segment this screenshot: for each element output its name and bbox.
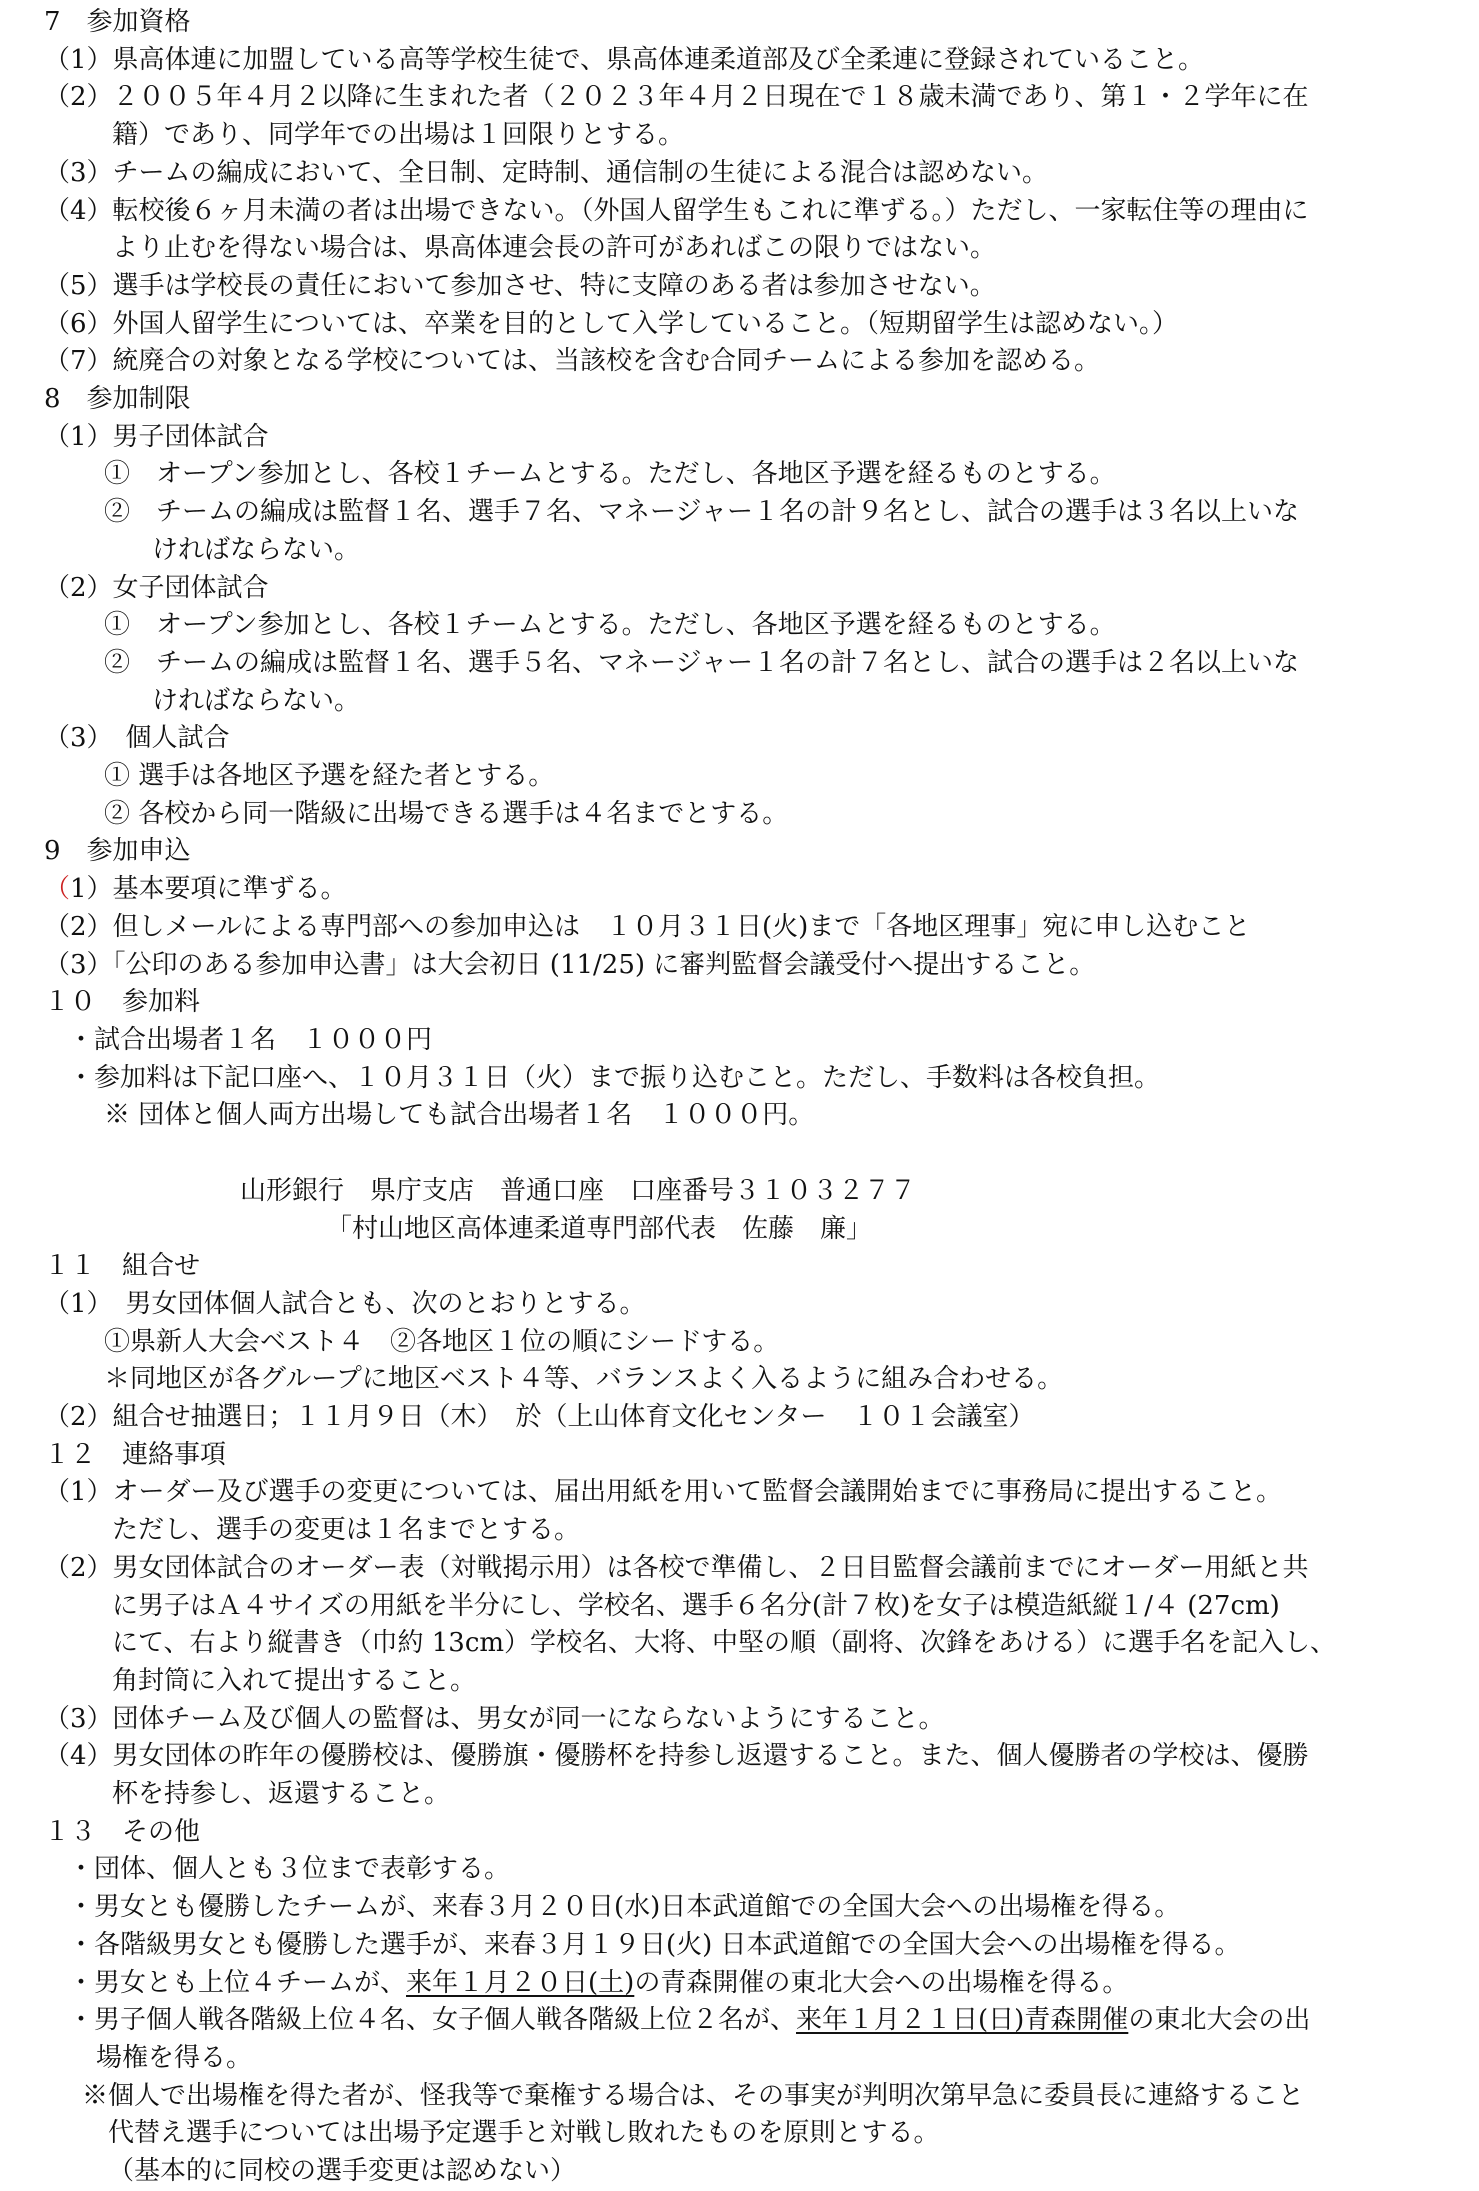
section-7-heading: 7 参加資格 <box>44 7 191 37</box>
s11-draw-date: （2）組合せ抽選日；１１月９日（木） 於（上山体育文化センター １０１会議室） <box>44 1402 1035 1433</box>
section-11-heading: １１ 組合せ <box>44 1251 201 1282</box>
s11-seed-rule: ①県新人大会ベスト４ ②各地区１位の順にシードする。 <box>104 1326 780 1357</box>
s13-team-tohoku-post: の青森開催の東北大会への出場権を得る。 <box>634 1967 1129 1998</box>
s12-item-2: （2）男女団体試合のオーダー表（対戦掲示用）は各校で準備し、２日目監督会議前までにオーダー用紙と共 <box>44 1552 1309 1583</box>
section-10-heading: １０ 参加料 <box>44 987 201 1018</box>
section-12-heading: １２ 連絡事項 <box>44 1439 227 1470</box>
s8-men-rule-1: ① オープン参加とし、各校１チームとする。ただし、各地区予選を経るものとする。 <box>104 459 1116 490</box>
s13-individual-national: ・各階級男女とも優勝した選手が、来春３月１９日(火) 日本武道館での全国大会への出場権を得る。 <box>68 1929 1241 1960</box>
s8-individual-rule-2: ② 各校から同一階級に出場できる選手は４名までとする。 <box>104 798 789 829</box>
s11-item-1: （1） 男女団体個人試合とも、次のとおりとする。 <box>44 1288 646 1319</box>
s10-note: ※ 団体と個人両方出場しても試合出場者１名 １０００円。 <box>104 1100 815 1131</box>
s9-item-1 <box>44 871 347 909</box>
section-9-heading: 9 参加申込 <box>44 836 191 867</box>
section-13-heading: １３ その他 <box>44 1816 201 1847</box>
s7-item-3: （3）チームの編成において、全日制、定時制、通信制の生徒による混合は認めない。 <box>44 157 1049 188</box>
s8-women-rule-2-cont: ければならない。 <box>152 685 361 716</box>
s13-individual-tohoku <box>68 2002 1310 2040</box>
s9-item-1-text: 1）基本要項に準ずる。 <box>70 874 347 905</box>
s13-individual-tohoku-post: の東北大会の出 <box>1128 2005 1311 2036</box>
s12-item-2-cont-1: に男子はＡ４サイズの用紙を半分にし、学校名、選手６名分(計７枚)を女子は模造紙縦１/４ (27cm) <box>112 1590 1280 1621</box>
s7-item-4-cont: より止むを得ない場合は、県高体連会長の許可があればこの限りではない。 <box>112 233 997 264</box>
s13-withdrawal-note: ※個人で出場権を得た者が、怪我等で棄権する場合は、その事実が判明次第早急に委員長に連絡すること <box>82 2080 1305 2111</box>
s13-individual-tohoku-pre: ・男子個人戦各階級上位４名、女子個人戦各階級上位２名が、 <box>68 2005 797 2036</box>
section-8-heading: 8 参加制限 <box>44 384 191 415</box>
s10-fee: ・試合出場者１名 １０００円 <box>68 1025 433 1055</box>
s7-item-1: （1）県高体連に加盟している高等学校生徒で、県高体連柔道部及び全柔連に登録されていること。 <box>44 44 1205 75</box>
s13-awards: ・団体、個人とも３位まで表彰する。 <box>68 1854 511 1885</box>
s10-bank-account: 山形銀行 県庁支店 普通口座 口座番号３１０３２７７ <box>240 1175 917 1206</box>
s13-individual-tohoku-cont: 場権を得る。 <box>96 2043 253 2073</box>
s10-payment: ・参加料は下記口座へ、１０月３１日（火）まで振り込むこと。ただし、手数料は各校負担。 <box>68 1062 1161 1093</box>
s8-individual-rule-1: ① 選手は各地区予選を経た者とする。 <box>104 761 555 792</box>
s13-substitute-note: 代替え選手については出場予定選手と対戦し敗れたものを原則とする。 <box>108 2118 940 2149</box>
s12-item-4-cont: 杯を持参し、返還すること。 <box>112 1779 451 1810</box>
s7-item-5: （5）選手は学校長の責任において参加させ、特に支障のある者は参加させない。 <box>44 270 996 301</box>
s12-item-1: （1）オーダー及び選手の変更については、届出用紙を用いて監督会議開始までに事務局に提出すること。 <box>44 1477 1283 1508</box>
s8-women-rule-1: ① オープン参加とし、各校１チームとする。ただし、各地区予選を経るものとする。 <box>104 610 1116 641</box>
s12-item-1-cont: ただし、選手の変更は１名までとする。 <box>112 1515 581 1546</box>
s9-item-2: （2）但しメールによる専門部への参加申込は １０月３１日(火)まで「各地区理事」宛に申し込むこと <box>44 911 1251 942</box>
s12-item-2-cont-3: 角封筒に入れて提出すること。 <box>112 1665 477 1696</box>
s8-individual: （3） 個人試合 <box>44 723 230 754</box>
s13-team-tohoku-pre: ・男女とも上位４チームが、 <box>68 1967 407 1998</box>
s10-account-holder: 「村山地区高体連柔道専門部代表 佐藤 廉」 <box>326 1213 873 1244</box>
s8-women-team: （2）女子団体試合 <box>44 572 269 603</box>
s8-men-rule-2: ② チームの編成は監督１名、選手７名、マネージャー１名の計９名とし、試合の選手は３名以上いな <box>104 497 1299 528</box>
s13-individual-tohoku-date: 来年１月２１日(日)青森開催 <box>796 2005 1129 2036</box>
s7-item-6: （6）外国人留学生については、卒業を目的として入学していること。（短期留学生は認めない。） <box>44 308 1179 339</box>
s13-team-tohoku <box>68 1965 1128 2003</box>
s11-balance-note: ＊同地区が各グループに地区ベスト４等、バランスよく入るように組み合わせる。 <box>104 1364 1064 1395</box>
s13-team-national: ・男女とも優勝したチームが、来春３月２０日(水)日本武道館での全国大会への出場権を得る。 <box>68 1892 1181 1923</box>
s9-item-3: （3）「公印のある参加申込書」は大会初日 (11/25) に審判監督会議受付へ提出すること。 <box>44 949 1096 980</box>
s12-item-2-cont-2: にて、右より縦書き（巾約 13cm）学校名、大将、中堅の順（副将、次鋒をあける）に選手名を記入し、 <box>112 1628 1337 1659</box>
s7-item-4: （4）転校後６ヶ月未満の者は出場できない。（外国人留学生もこれに準ずる。）ただし、一家転住等の理由に <box>44 195 1309 226</box>
s8-men-team: （1）男子団体試合 <box>44 421 269 452</box>
s8-women-rule-2: ② チームの編成は監督１名、選手５名、マネージャー１名の計７名とし、試合の選手は２名以上いな <box>104 647 1299 678</box>
s9-item-1-paren: （ <box>44 874 71 905</box>
s7-item-7: （7）統廃合の対象となる学校については、当該校を含む合同チームによる参加を認める。 <box>44 346 1101 377</box>
s13-same-school-note: （基本的に同校の選手変更は認めない） <box>108 2156 577 2187</box>
s13-team-tohoku-date: 来年１月２０日(土) <box>406 1967 635 1998</box>
s12-item-4: （4）男女団体の昨年の優勝校は、優勝旗・優勝杯を持参し返還すること。また、個人優勝者の学校は、優勝 <box>44 1741 1309 1772</box>
s8-men-rule-2-cont: ければならない。 <box>152 534 361 565</box>
s7-item-2: （2）２００５年４月２以降に生まれた者（２０２３年４月２日現在で１８歳未満であり、第１・２学年に在 <box>44 82 1309 113</box>
s7-item-2-cont: 籍）であり、同学年での出場は１回限りとする。 <box>112 120 685 151</box>
s12-item-3: （3）団体チーム及び個人の監督は、男女が同一にならないようにすること。 <box>44 1703 945 1734</box>
